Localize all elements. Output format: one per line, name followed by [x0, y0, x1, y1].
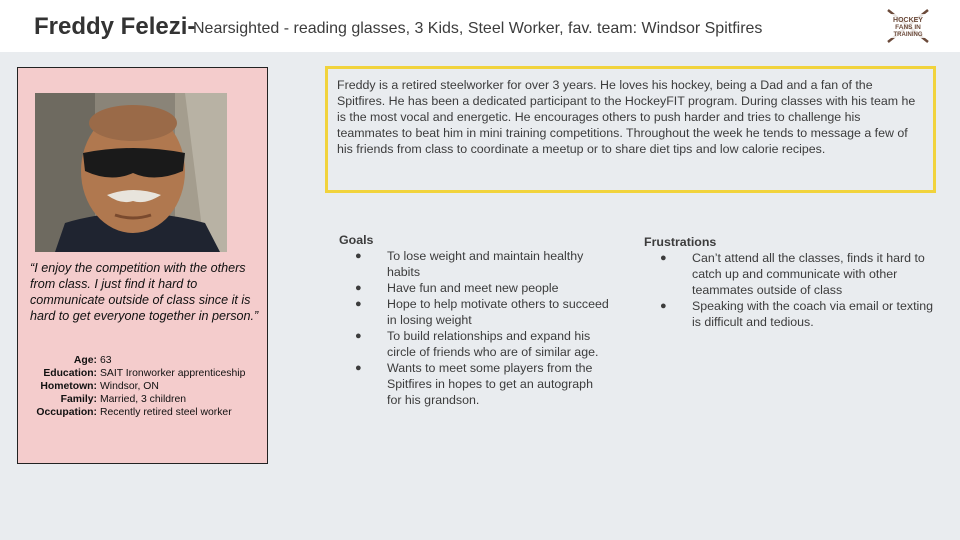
- frustrations-section: [644, 235, 934, 330]
- bullet-icon: ●: [355, 298, 362, 310]
- goals-section: [339, 233, 609, 408]
- fact-value: Married, 3 children: [100, 394, 187, 405]
- fact-value: SAIT Ironworker apprenticeship: [100, 368, 246, 379]
- list-item: [339, 296, 609, 328]
- fact-value: Windsor, ON: [100, 381, 159, 392]
- hockey-logo-icon: [884, 8, 932, 44]
- persona-name: Freddy Felezi-: [34, 13, 196, 40]
- fact-label: Education:: [43, 368, 97, 379]
- fact-label: Hometown:: [40, 381, 97, 392]
- facts-list: [18, 354, 269, 419]
- fact-hometown: [18, 380, 269, 393]
- bullet-icon: ●: [355, 362, 362, 374]
- fact-value: Recently retired steel worker: [100, 407, 232, 418]
- profile-card: [17, 67, 268, 464]
- bullet-icon: ●: [660, 252, 667, 264]
- persona-quote: “I enjoy the competition with the others from class. I just find it hard to communicate outside of class since it is hard to get everyone together in person.”: [30, 261, 259, 323]
- list-item: [339, 248, 609, 280]
- person-photo-icon: [35, 93, 227, 252]
- list-item: [339, 328, 609, 360]
- list-item-text: To lose weight and maintain healthy habits: [387, 249, 584, 279]
- header-bar: [0, 0, 960, 52]
- list-item: [644, 250, 934, 298]
- bullet-icon: ●: [355, 250, 362, 262]
- fact-label: Family:: [60, 394, 97, 405]
- svg-text:FANS IN: FANS IN: [895, 24, 921, 31]
- fact-family: [18, 393, 269, 406]
- bullet-icon: ●: [660, 300, 667, 312]
- fact-age: [18, 354, 269, 367]
- goals-list: [339, 248, 609, 408]
- bio-text: Freddy is a retired steelworker for over 3 years. He loves his hockey, being a Dad and a fan of the Spitfires. He has been a dedicated participant to the HockeyFIT program. During classes with his team he is the most vocal and energetic. He encourages others to push harder and tries to challenge his teammates to beat him in mini training competitions. Throughout the week he tends to message a few of his friends from class to coordinate a meetup or to share diet tips and low calorie recipes.: [337, 78, 916, 156]
- list-item-text: Wants to meet some players from the Spitfires in hopes to get an autograph for his grandson.: [387, 361, 593, 407]
- list-item-text: Have fun and meet new people: [387, 281, 559, 295]
- frustrations-title: Frustrations: [644, 235, 717, 249]
- list-item: [339, 360, 609, 408]
- persona-subtitle: Nearsighted - reading glasses, 3 Kids, Steel Worker, fav. team: Windsor Spitfires: [193, 20, 763, 37]
- fact-education: [18, 367, 269, 380]
- goals-title: Goals: [339, 233, 374, 247]
- fact-value: 63: [100, 355, 112, 366]
- list-item-text: Can’t attend all the classes, finds it hard to catch up and communicate with other teammates outside of class: [692, 251, 925, 297]
- frustrations-list: [644, 250, 934, 330]
- bio-box: [325, 66, 936, 193]
- profile-photo: [35, 93, 227, 252]
- list-item-text: Hope to help motivate others to succeed in losing weight: [387, 297, 609, 327]
- list-item: [644, 298, 934, 330]
- bullet-icon: ●: [355, 330, 362, 342]
- list-item-text: To build relationships and expand his circle of friends who are of similar age.: [387, 329, 599, 359]
- fact-occupation: [18, 406, 269, 419]
- list-item-text: Speaking with the coach via email or texting is difficult and tedious.: [692, 299, 934, 329]
- fact-label: Occupation:: [36, 407, 97, 418]
- fact-label: Age:: [73, 355, 97, 366]
- svg-text:HOCKEY: HOCKEY: [893, 17, 923, 24]
- bullet-icon: ●: [355, 282, 362, 294]
- svg-text:TRAINING: TRAINING: [893, 32, 923, 38]
- list-item: [339, 280, 609, 296]
